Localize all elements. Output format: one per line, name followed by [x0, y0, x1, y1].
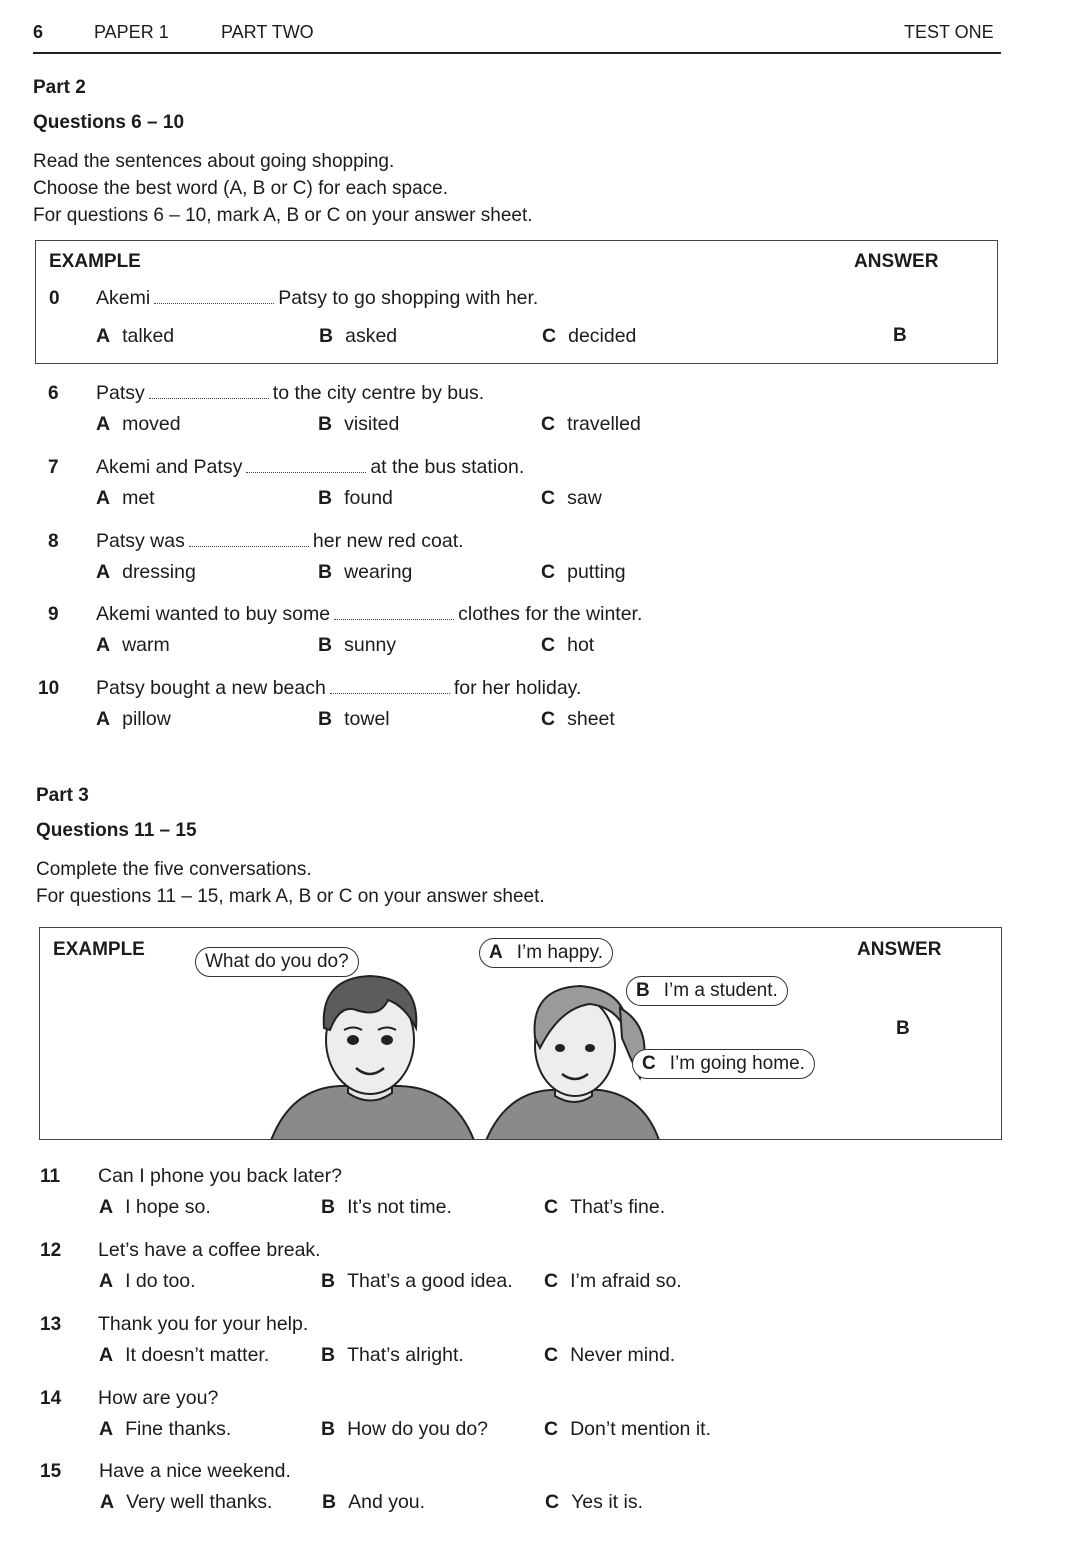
option-b	[321, 1418, 488, 1441]
example-number: 0	[49, 288, 60, 309]
option-letter: B	[318, 413, 333, 435]
option-text: hot	[567, 634, 595, 656]
option-text: Don’t mention it.	[570, 1418, 711, 1440]
option-letter: C	[544, 1344, 559, 1366]
instruction-line: Choose the best word (A, B or C) for each space.	[33, 178, 449, 199]
example-stem	[96, 287, 538, 310]
option-b	[321, 1344, 464, 1367]
option-letter: A	[96, 708, 111, 730]
option-letter: B	[322, 1491, 337, 1513]
stem-after: her new red coat.	[312, 530, 464, 552]
option-text: talked	[122, 325, 175, 347]
question-number: 8	[48, 531, 59, 552]
question-number: 12	[40, 1240, 62, 1261]
option-letter: A	[489, 942, 503, 963]
option-text: sunny	[344, 634, 397, 656]
question-number: 6	[48, 383, 59, 404]
option-letter: C	[541, 413, 556, 435]
option-letter: A	[96, 634, 111, 656]
option-b	[318, 487, 393, 510]
example-answer: B	[896, 1018, 910, 1039]
answer-label: ANSWER	[857, 939, 942, 960]
option-bubble-c	[632, 1049, 815, 1079]
paper-label: PAPER 1	[94, 22, 169, 42]
answer-gap	[154, 289, 274, 304]
option-text: pillow	[122, 708, 171, 730]
option-text: I’m going home.	[669, 1053, 805, 1074]
option-a	[96, 413, 181, 436]
option-letter: B	[321, 1270, 336, 1292]
option-letter: C	[642, 1053, 656, 1074]
option-c	[541, 413, 641, 436]
question-stem	[96, 456, 524, 479]
question-prompt: Can I phone you back later?	[98, 1165, 342, 1187]
stem-after: at the bus station.	[370, 456, 525, 478]
option-c	[544, 1270, 682, 1293]
option-letter: C	[541, 708, 556, 730]
option-letter: C	[542, 325, 557, 347]
stem-before: Patsy	[96, 382, 145, 404]
option-text: I’m afraid so.	[570, 1270, 682, 1292]
option-text: Never mind.	[570, 1344, 676, 1366]
stem-before: Akemi	[96, 287, 151, 309]
option-letter: A	[96, 325, 111, 347]
option-b	[318, 634, 396, 657]
option-a	[96, 487, 155, 510]
option-letter: A	[99, 1196, 114, 1218]
stem-before: Patsy bought a new beach	[96, 677, 326, 699]
option-b	[318, 708, 390, 731]
option-c	[544, 1418, 711, 1441]
option-text: visited	[344, 413, 400, 435]
option-letter: C	[541, 561, 556, 583]
option-letter: B	[318, 634, 333, 656]
option-c	[541, 634, 594, 657]
option-text: I hope so.	[125, 1196, 211, 1218]
option-text: wearing	[344, 561, 413, 583]
part3-instructions	[36, 856, 545, 910]
option-letter: A	[99, 1270, 114, 1292]
option-text: Yes it is.	[571, 1491, 643, 1513]
option-text: sheet	[567, 708, 615, 730]
option-text: found	[344, 487, 393, 509]
header-divider	[33, 52, 1001, 54]
stem-before: Akemi and Patsy	[96, 456, 243, 478]
option-text: warm	[122, 634, 170, 656]
option-c	[545, 1491, 643, 1514]
question-number: 15	[40, 1461, 62, 1482]
option-letter: B	[318, 708, 333, 730]
option-letter: B	[321, 1344, 336, 1366]
option-text: That’s a good idea.	[347, 1270, 513, 1292]
test-label: TEST ONE	[904, 22, 994, 42]
option-bubble-a	[479, 938, 613, 968]
option-letter: C	[544, 1270, 559, 1292]
option-c	[541, 708, 615, 731]
option-text: moved	[122, 413, 181, 435]
part3-questions-range: Questions 11 – 15	[36, 820, 197, 841]
stem-after: Patsy to go shopping with her.	[278, 287, 539, 309]
option-letter: C	[541, 487, 556, 509]
answer-gap	[334, 605, 454, 620]
option-text: I’m happy.	[516, 942, 603, 963]
option-b	[321, 1270, 513, 1293]
option-text: towel	[344, 708, 390, 730]
option-text: That’s alright.	[347, 1344, 464, 1366]
option-letter: A	[100, 1491, 115, 1513]
part2-title: Part 2	[33, 77, 86, 98]
answer-gap	[149, 384, 269, 399]
question-number: 11	[40, 1166, 61, 1187]
option-text: I do too.	[125, 1270, 196, 1292]
question-stem	[96, 677, 581, 700]
option-c	[541, 561, 626, 584]
option-letter: B	[321, 1418, 336, 1440]
option-letter: B	[318, 487, 333, 509]
instruction-line: Read the sentences about going shopping.	[33, 151, 395, 172]
option-a	[99, 1344, 269, 1367]
instruction-line: Complete the five conversations.	[36, 859, 312, 880]
question-number: 9	[48, 604, 59, 625]
question-number: 10	[38, 678, 60, 699]
stem-before: Akemi wanted to buy some	[96, 603, 331, 625]
option-c	[542, 325, 636, 348]
option-letter: C	[544, 1196, 559, 1218]
option-b	[321, 1196, 452, 1219]
option-text: How do you do?	[347, 1418, 489, 1440]
question-stem	[96, 603, 642, 626]
question-prompt: How are you?	[98, 1387, 219, 1409]
option-letter: A	[96, 413, 111, 435]
question-stem	[96, 382, 484, 405]
option-letter: B	[318, 561, 333, 583]
answer-label: ANSWER	[854, 251, 939, 272]
answer-gap	[189, 532, 309, 547]
option-b	[319, 325, 397, 348]
option-b	[318, 561, 412, 584]
stem-before: Patsy was	[96, 530, 185, 552]
part-label: PART TWO	[221, 22, 314, 42]
option-text: asked	[345, 325, 398, 347]
option-bubble-b	[626, 976, 788, 1006]
example-label: EXAMPLE	[49, 251, 141, 272]
option-text: Very well thanks.	[126, 1491, 273, 1513]
example-answer: B	[893, 325, 907, 346]
part3-title: Part 3	[36, 785, 89, 806]
stem-after: for her holiday.	[453, 677, 582, 699]
question-stem	[96, 530, 464, 553]
example-label: EXAMPLE	[53, 939, 145, 960]
answer-gap	[330, 679, 450, 694]
page-number: 6	[33, 22, 44, 42]
option-text: saw	[567, 487, 602, 509]
option-letter: C	[541, 634, 556, 656]
option-text: And you.	[348, 1491, 426, 1513]
question-prompt: Let’s have a coffee break.	[98, 1239, 321, 1261]
option-letter: A	[99, 1344, 114, 1366]
option-text: dressing	[122, 561, 196, 583]
question-prompt: Thank you for your help.	[98, 1313, 309, 1335]
stem-after: clothes for the winter.	[458, 603, 643, 625]
option-a	[96, 325, 174, 348]
option-c	[544, 1196, 665, 1219]
option-text: It doesn’t matter.	[125, 1344, 270, 1366]
option-text: met	[122, 487, 155, 509]
answer-gap	[246, 458, 366, 473]
option-letter: B	[319, 325, 334, 347]
option-letter: B	[636, 980, 650, 1001]
part2-questions-range: Questions 6 – 10	[33, 112, 185, 133]
option-c	[541, 487, 602, 510]
part3-example-box	[39, 927, 1002, 1140]
option-a	[100, 1491, 272, 1514]
option-letter: C	[544, 1418, 559, 1440]
option-text: decided	[568, 325, 637, 347]
question-prompt: Have a nice weekend.	[99, 1460, 291, 1482]
option-letter: B	[321, 1196, 336, 1218]
part2-instructions	[33, 148, 533, 229]
option-letter: C	[545, 1491, 560, 1513]
option-text: putting	[567, 561, 626, 583]
question-bubble: What do you do?	[195, 947, 359, 977]
option-a	[99, 1418, 231, 1441]
question-number: 13	[40, 1314, 62, 1335]
option-text: It’s not time.	[347, 1196, 452, 1218]
option-a	[99, 1270, 196, 1293]
option-b	[318, 413, 399, 436]
question-number: 7	[48, 457, 59, 478]
option-c	[544, 1344, 675, 1367]
stem-after: to the city centre by bus.	[272, 382, 485, 404]
option-a	[99, 1196, 211, 1219]
option-letter: A	[99, 1418, 114, 1440]
instruction-line: For questions 6 – 10, mark A, B or C on your answer sheet.	[33, 205, 533, 226]
option-b	[322, 1491, 425, 1514]
option-text: Fine thanks.	[125, 1418, 232, 1440]
option-a	[96, 634, 170, 657]
option-text: That’s fine.	[570, 1196, 666, 1218]
question-number: 14	[40, 1388, 62, 1409]
boy-illustration-icon	[260, 968, 480, 1140]
option-letter: A	[96, 561, 111, 583]
option-text: travelled	[567, 413, 641, 435]
option-letter: A	[96, 487, 111, 509]
part2-example-box	[35, 240, 998, 364]
option-a	[96, 561, 196, 584]
instruction-line: For questions 11 – 15, mark A, B or C on your answer sheet.	[36, 886, 545, 907]
option-text: I’m a student.	[663, 980, 778, 1001]
option-a	[96, 708, 171, 731]
